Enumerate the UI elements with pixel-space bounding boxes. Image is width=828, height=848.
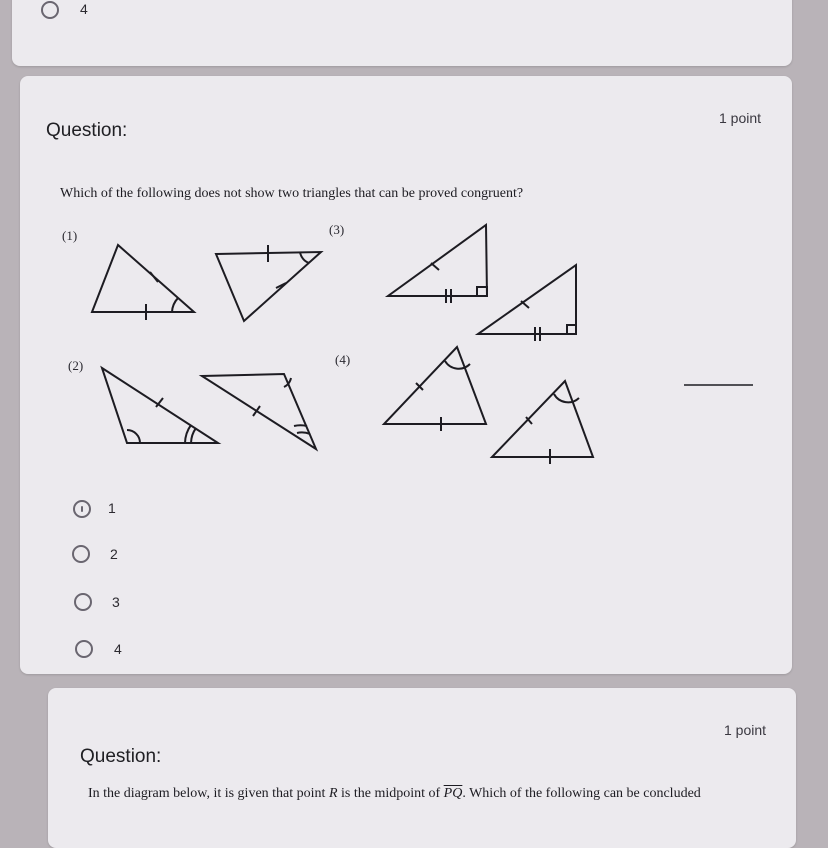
figure-1-triangle-b	[216, 245, 321, 321]
option-radio-1[interactable]	[73, 500, 91, 518]
figure-3-triangle-b	[478, 265, 576, 341]
next-question-prompt	[88, 786, 701, 802]
prev-option-radio-4[interactable]	[41, 1, 59, 19]
question-card	[20, 76, 792, 674]
figure-label-3: (3)	[329, 222, 345, 237]
question-points: 1 point	[719, 110, 762, 126]
option-label-4: 4	[114, 641, 122, 657]
triangles-diagram	[20, 76, 792, 496]
figure-4-triangle-b	[492, 381, 593, 464]
figure-4-triangle-a	[384, 347, 486, 431]
prev-option-label-4: 4	[80, 1, 88, 17]
next-prompt-segment: $\overline{PQ}$	[443, 786, 463, 801]
next-prompt-middle: is the midpoint of	[337, 786, 444, 801]
figure-1-triangle-a	[92, 245, 194, 320]
figure-2-triangle-b	[202, 374, 316, 449]
option-label-1: 1	[108, 500, 116, 516]
next-question-points: 1 point	[724, 722, 767, 738]
figure-label-4: (4)	[335, 352, 351, 367]
figure-label-2: (2)	[68, 358, 84, 373]
next-prompt-point: R	[328, 786, 338, 801]
figure-label-1: (1)	[62, 228, 78, 243]
option-label-3: 3	[112, 594, 120, 610]
previous-question-card	[12, 0, 792, 66]
option-radio-4[interactable]	[75, 640, 93, 658]
option-label-2: 2	[110, 546, 118, 562]
option-radio-3[interactable]	[74, 593, 92, 611]
option-radio-2[interactable]	[72, 545, 90, 563]
next-prompt-before: In the diagram below, it is given that point	[88, 786, 329, 801]
next-question-card	[48, 688, 796, 848]
question-prompt: Which of the following does not show two triangles that can be proved congruent?	[60, 186, 524, 201]
next-question-heading: Question:	[80, 746, 162, 767]
selected-dot	[81, 506, 83, 512]
figure-3-triangle-a	[388, 225, 487, 303]
next-prompt-after: . Which of the following can be concluded	[462, 786, 701, 801]
question-heading: Question:	[46, 120, 128, 141]
figure-2-triangle-a	[102, 368, 218, 443]
